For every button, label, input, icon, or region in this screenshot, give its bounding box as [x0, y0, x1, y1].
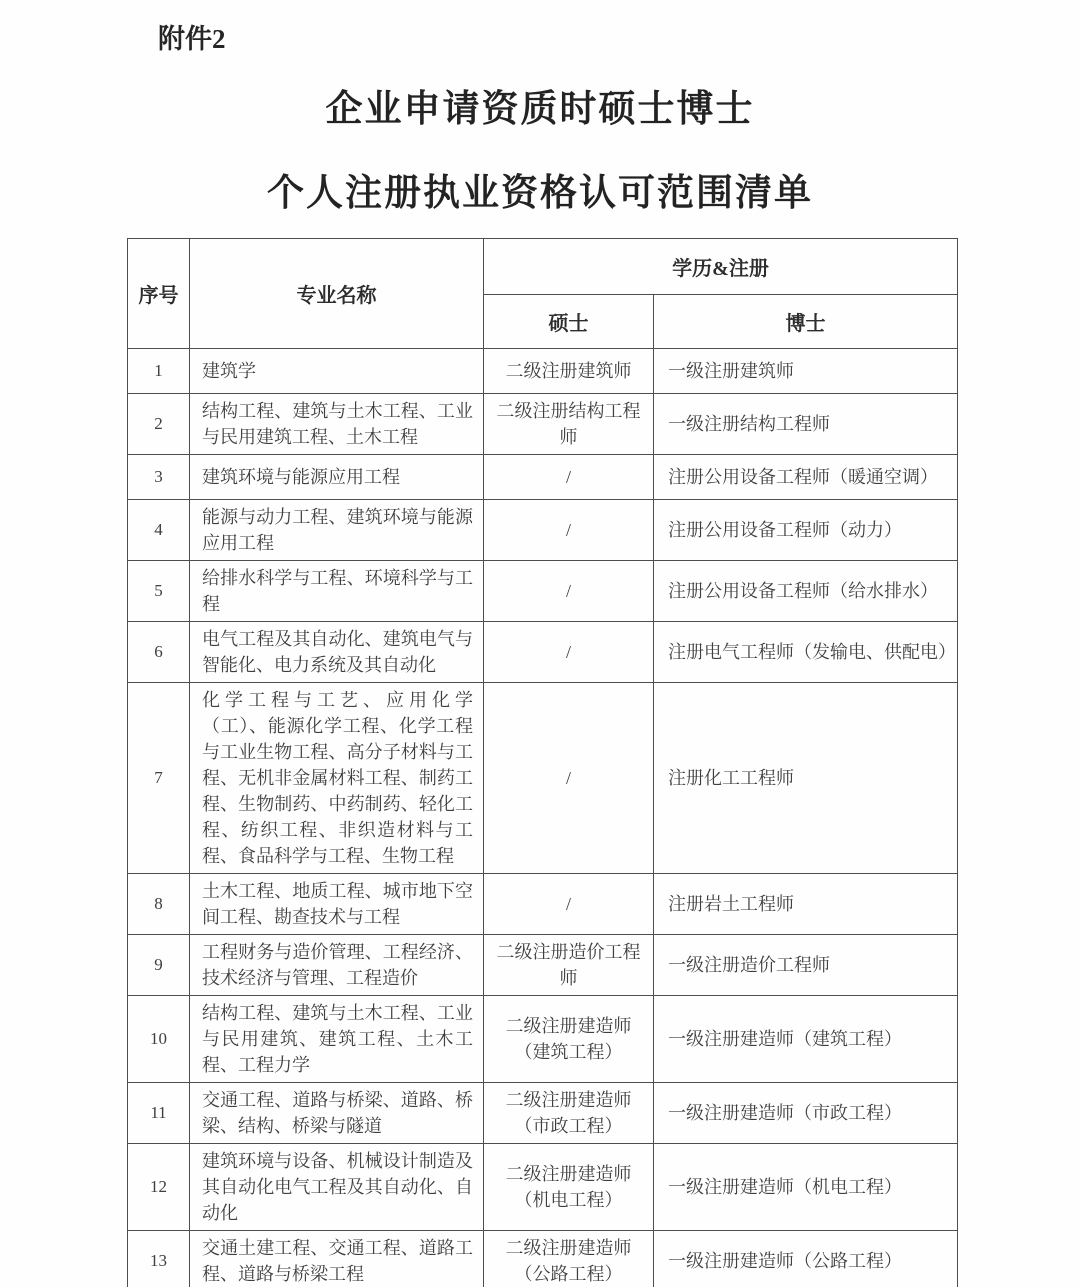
table-row-13 [128, 1231, 958, 1287]
cell-master: / [484, 561, 654, 622]
cell-doctor: 一级注册结构工程师 [654, 394, 958, 455]
cell-doctor: 注册公用设备工程师（给水排水） [654, 561, 958, 622]
cell-seq: 11 [128, 1083, 190, 1144]
table-row-3 [128, 455, 958, 500]
cell-major: 能源与动力工程、建筑环境与能源应用工程 [190, 500, 484, 561]
table-row-6 [128, 622, 958, 683]
cell-seq: 6 [128, 622, 190, 683]
cell-seq: 2 [128, 394, 190, 455]
cell-master: 二级注册建筑师 [484, 349, 654, 394]
table-row-10 [128, 996, 958, 1083]
qualification-table [127, 238, 958, 1287]
cell-seq: 4 [128, 500, 190, 561]
cell-doctor: 一级注册建造师（公路工程） [654, 1231, 958, 1287]
table-row-1 [128, 349, 958, 394]
cell-major: 交通土建工程、交通工程、道路工程、道路与桥梁工程 [190, 1231, 484, 1287]
cell-doctor: 注册岩土工程师 [654, 874, 958, 935]
cell-doctor: 一级注册建造师（市政工程） [654, 1083, 958, 1144]
cell-doctor: 注册公用设备工程师（动力） [654, 500, 958, 561]
cell-seq: 12 [128, 1144, 190, 1231]
table-row-8 [128, 874, 958, 935]
cell-major: 给排水科学与工程、环境科学与工程 [190, 561, 484, 622]
cell-major: 结构工程、建筑与土木工程、工业与民用建筑、建筑工程、土木工程、工程力学 [190, 996, 484, 1083]
table-body [128, 349, 958, 1287]
cell-doctor: 注册公用设备工程师（暖通空调） [654, 455, 958, 500]
cell-major: 建筑学 [190, 349, 484, 394]
cell-master: / [484, 683, 654, 874]
table-row-4 [128, 500, 958, 561]
cell-major: 土木工程、地质工程、城市地下空间工程、勘查技术与工程 [190, 874, 484, 935]
cell-master: 二级注册建造师（公路工程） [484, 1231, 654, 1287]
cell-seq: 9 [128, 935, 190, 996]
table-row-7 [128, 683, 958, 874]
cell-major: 建筑环境与设备、机械设计制造及其自动化电气工程及其自动化、自动化 [190, 1144, 484, 1231]
cell-doctor: 一级注册建筑师 [654, 349, 958, 394]
header-doctor: 博士 [654, 295, 958, 349]
cell-master: 二级注册结构工程师 [484, 394, 654, 455]
cell-major: 结构工程、建筑与土木工程、工业与民用建筑工程、土木工程 [190, 394, 484, 455]
cell-seq: 1 [128, 349, 190, 394]
cell-seq: 3 [128, 455, 190, 500]
header-master: 硕士 [484, 295, 654, 349]
cell-master: / [484, 500, 654, 561]
doc-title-line1: 企业申请资质时硕士博士 [325, 89, 755, 130]
cell-seq: 8 [128, 874, 190, 935]
cell-master: 二级注册建造师（市政工程） [484, 1083, 654, 1144]
cell-master: 二级注册造价工程师 [484, 935, 654, 996]
table-row-2 [128, 394, 958, 455]
header-edu-reg: 学历&注册 [484, 239, 958, 295]
cell-master: / [484, 874, 654, 935]
cell-major: 电气工程及其自动化、建筑电气与智能化、电力系统及其自动化 [190, 622, 484, 683]
cell-seq: 10 [128, 996, 190, 1083]
header-row-top [128, 239, 958, 295]
table-header [128, 239, 958, 349]
table-row-5 [128, 561, 958, 622]
cell-doctor: 注册化工工程师 [654, 683, 958, 874]
cell-master: 二级注册建造师（机电工程） [484, 1144, 654, 1231]
cell-major: 交通工程、道路与桥梁、道路、桥梁、结构、桥梁与隧道 [190, 1083, 484, 1144]
cell-master: / [484, 622, 654, 683]
cell-doctor: 一级注册建造师（建筑工程） [654, 996, 958, 1083]
cell-major: 工程财务与造价管理、工程经济、技术经济与管理、工程造价 [190, 935, 484, 996]
cell-major: 建筑环境与能源应用工程 [190, 455, 484, 500]
cell-master: 二级注册建造师（建筑工程） [484, 996, 654, 1083]
cell-seq: 7 [128, 683, 190, 874]
cell-doctor: 一级注册建造师（机电工程） [654, 1144, 958, 1231]
doc-title-line2: 个人注册执业资格认可范围清单 [267, 173, 813, 214]
header-seq: 序号 [128, 239, 190, 349]
cell-master: / [484, 455, 654, 500]
cell-doctor: 注册电气工程师（发输电、供配电） [654, 622, 958, 683]
header-major: 专业名称 [190, 239, 484, 349]
cell-major: 化学工程与工艺、应用化学（工）、能源化学工程、化学工程与工业生物工程、高分子材料与工程、无机非金属材料工程、制药工程、生物制药、中药制药、轻化工程、纺织工程、非织造材料与工程、食品科学与工程、生物工程 [190, 683, 484, 874]
table-row-11 [128, 1083, 958, 1144]
table-row-9 [128, 935, 958, 996]
cell-seq: 5 [128, 561, 190, 622]
attachment-label: 附件2 [158, 24, 226, 54]
table-row-12 [128, 1144, 958, 1231]
cell-doctor: 一级注册造价工程师 [654, 935, 958, 996]
cell-seq: 13 [128, 1231, 190, 1287]
